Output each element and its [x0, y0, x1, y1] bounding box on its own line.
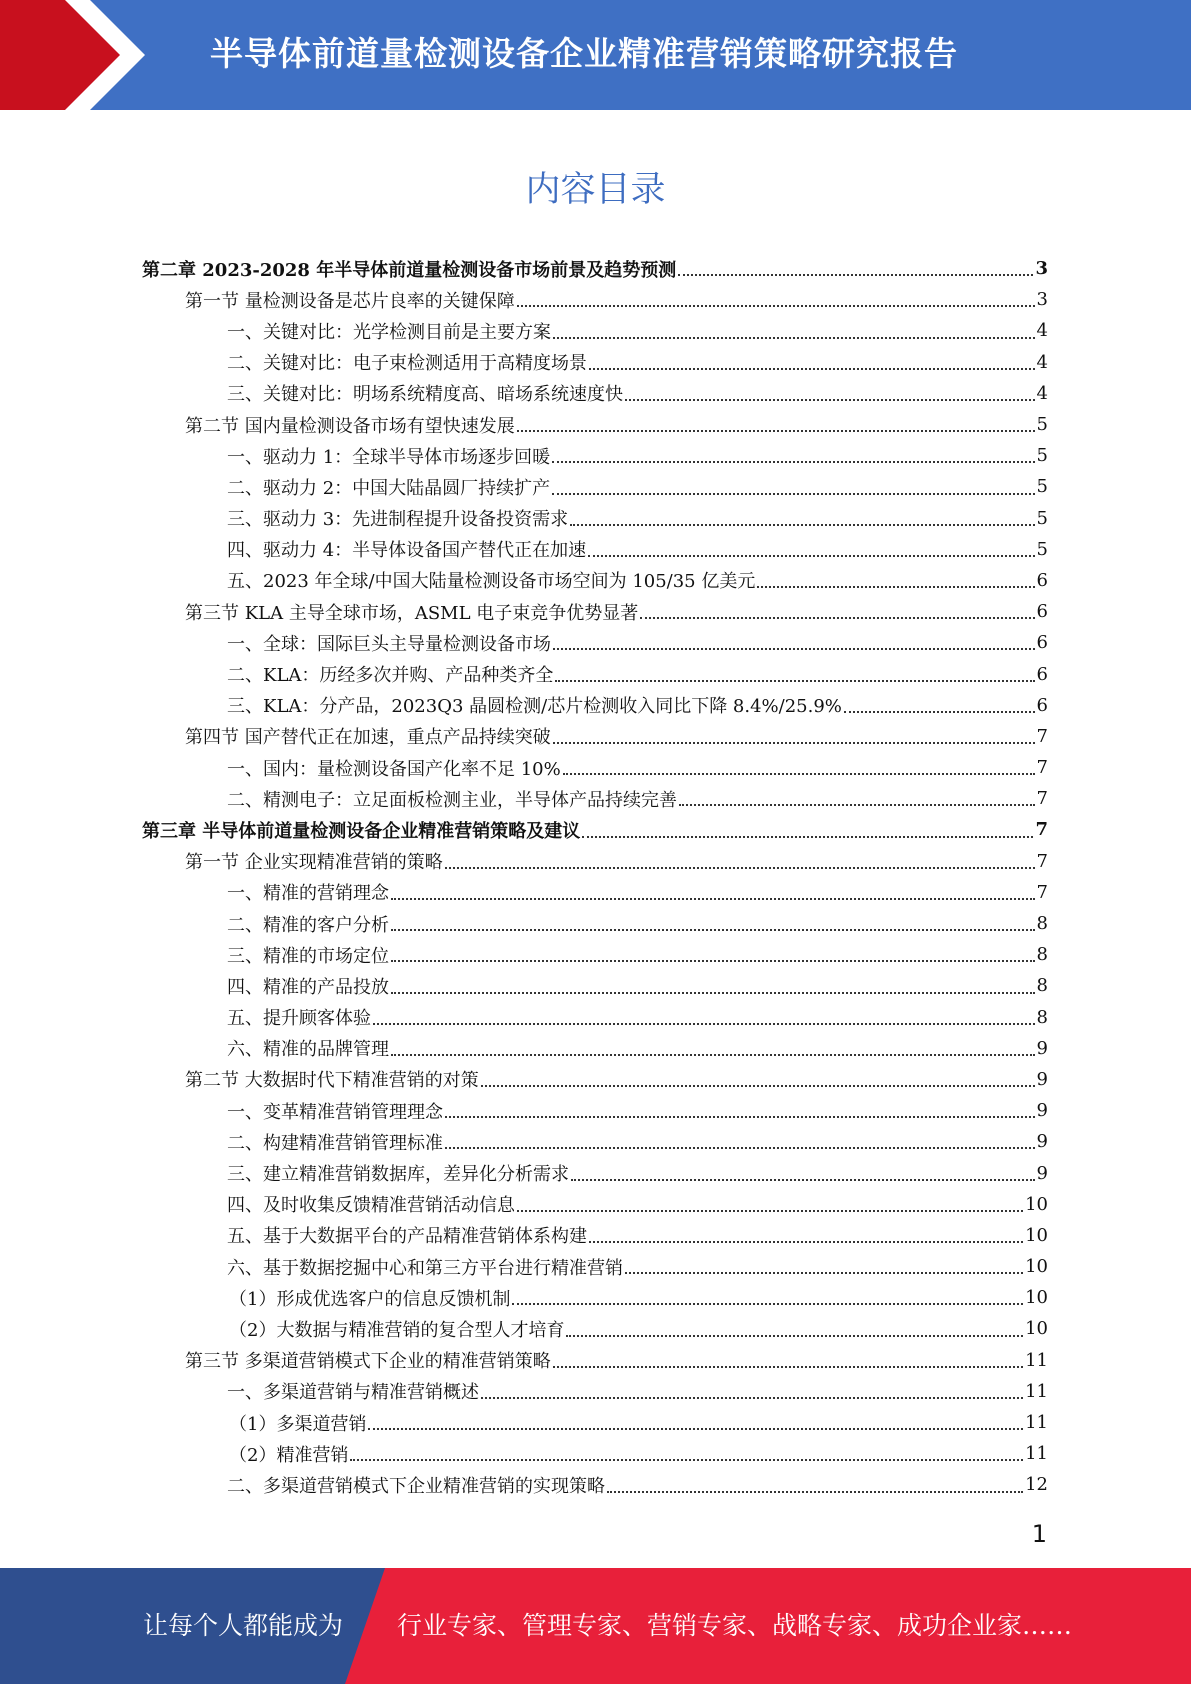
toc-entry-label: 第四节 国产替代正在加速，重点产品持续突破: [185, 727, 551, 749]
toc-entry-label: 一、国内：量检测设备国产化率不足 10%: [227, 758, 561, 780]
toc-entry-page: 10: [1025, 1256, 1048, 1278]
toc-entry-page: 4: [1036, 382, 1048, 404]
toc-dot-leader: [555, 679, 1034, 682]
toc-entry[interactable]: [0, 409, 1048, 440]
toc-entry-label: 五、基于大数据平台的产品精准营销体系构建: [227, 1226, 587, 1248]
toc-entry-page: 7: [1036, 881, 1048, 903]
table-of-contents: [0, 253, 1191, 1501]
toc-entry-label: 二、构建精准营销管理标准: [227, 1132, 443, 1154]
toc-dot-leader: [481, 1084, 1035, 1087]
toc-entry[interactable]: [0, 596, 1048, 627]
toc-entry-page: 5: [1036, 476, 1048, 498]
toc-dot-leader: [445, 866, 1035, 869]
toc-dot-leader: [607, 1490, 1023, 1493]
toc-entry-page: 6: [1036, 663, 1048, 685]
toc-entry-label: 第三节 多渠道营销模式下企业的精准营销策略: [185, 1351, 551, 1373]
toc-entry-page: 12: [1025, 1474, 1048, 1496]
toc-entry[interactable]: [0, 1064, 1048, 1095]
toc-entry-page: 5: [1036, 538, 1048, 560]
toc-entry-page: 6: [1036, 694, 1048, 716]
toc-entry[interactable]: [0, 1095, 1048, 1126]
toc-entry-page: 11: [1025, 1412, 1048, 1434]
toc-entry-label: （1）多渠道营销: [229, 1413, 367, 1435]
toc-entry-label: 六、基于数据挖掘中心和第三方平台进行精准营销: [227, 1257, 623, 1279]
toc-entry[interactable]: [0, 284, 1048, 315]
toc-entry-label: 第一节 量检测设备是芯片良率的关键保障: [185, 290, 515, 312]
toc-entry-label: （2）精准营销: [229, 1444, 349, 1466]
toc-dot-leader: [625, 1271, 1023, 1274]
toc-entry[interactable]: [0, 347, 1048, 378]
toc-entry-label: 五、提升顾客体验: [227, 1008, 371, 1030]
toc-entry-label: 第二节 国内量检测设备市场有望快速发展: [185, 415, 515, 437]
toc-dot-leader: [757, 585, 1034, 588]
toc-entry[interactable]: [0, 503, 1048, 534]
toc-dot-leader: [391, 928, 1035, 931]
toc-dot-leader: [553, 647, 1035, 650]
toc-entry-label: 二、驱动力 2：中国大陆晶圆厂持续扩产: [227, 477, 551, 499]
toc-entry-page: 5: [1036, 507, 1048, 529]
toc-dot-leader: [552, 460, 1034, 463]
toc-entry[interactable]: [0, 1189, 1048, 1220]
footer-slogan-left: 让每个人都能成为: [143, 1611, 344, 1640]
toc-entry-label: 二、多渠道营销模式下企业精准营销的实现策略: [227, 1475, 605, 1497]
toc-dot-leader: [512, 1302, 1023, 1305]
toc-dot-leader: [588, 554, 1034, 557]
toc-entry-page: 9: [1036, 1131, 1048, 1153]
toc-entry[interactable]: [0, 315, 1048, 346]
toc-entry-label: 第二节 大数据时代下精准营销的对策: [185, 1070, 479, 1092]
toc-entry-page: 10: [1025, 1318, 1048, 1340]
toc-dot-leader: [678, 273, 1033, 276]
toc-entry-page: 6: [1036, 632, 1048, 654]
toc-entry[interactable]: [0, 1157, 1048, 1188]
footer-slogan-right: 行业专家、管理专家、营销专家、战略专家、成功企业家……: [397, 1611, 1073, 1640]
toc-entry-label: 四、精准的产品投放: [227, 976, 389, 998]
toc-entry-label: 一、多渠道营销与精准营销概述: [227, 1382, 479, 1404]
toc-entry-page: 8: [1036, 944, 1048, 966]
toc-entry-page: 10: [1025, 1193, 1048, 1215]
toc-dot-leader: [552, 492, 1034, 495]
toc-entry[interactable]: [0, 814, 1048, 845]
toc-entry[interactable]: [0, 1033, 1048, 1064]
toc-entry[interactable]: [0, 721, 1048, 752]
toc-entry-label: 三、关键对比：明场系统精度高、暗场系统速度快: [227, 384, 623, 406]
toc-entry-label: 一、全球：国际巨头主导量检测设备市场: [227, 633, 551, 655]
toc-dot-leader: [517, 1209, 1023, 1212]
toc-entry-page: 6: [1036, 569, 1048, 591]
toc-dot-leader: [625, 398, 1035, 401]
toc-entry-label: 四、驱动力 4：半导体设备国产替代正在加速: [227, 540, 587, 562]
toc-entry[interactable]: [0, 1376, 1048, 1407]
toc-dot-leader: [391, 1053, 1035, 1056]
toc-dot-leader: [391, 959, 1035, 962]
toc-dot-leader: [582, 835, 1033, 838]
toc-entry[interactable]: [0, 877, 1048, 908]
toc-entry-page: 7: [1036, 725, 1048, 747]
toc-dot-leader: [571, 1178, 1035, 1181]
toc-entry-page: 10: [1025, 1287, 1048, 1309]
toc-dot-leader: [679, 803, 1035, 806]
toc-entry[interactable]: [0, 1002, 1048, 1033]
footer-banner: [0, 1568, 1191, 1684]
toc-entry[interactable]: [0, 627, 1048, 658]
toc-entry-page: 7: [1036, 788, 1048, 810]
toc-dot-leader: [373, 1022, 1035, 1025]
toc-entry-page: 7: [1036, 757, 1048, 779]
toc-dot-leader: [640, 616, 1034, 619]
toc-entry[interactable]: [0, 1126, 1048, 1157]
toc-entry-page: 9: [1036, 1037, 1048, 1059]
toc-dot-leader: [517, 304, 1035, 307]
toc-entry-label: 一、驱动力 1：全球半导体市场逐步回暖: [227, 446, 551, 468]
toc-entry-label: 二、精准的客户分析: [227, 914, 389, 936]
report-title: 半导体前道量检测设备企业精准营销策略研究报告: [210, 34, 958, 73]
header-banner: [0, 0, 1191, 110]
toc-entry-label: 三、建立精准营销数据库，差异化分析需求: [227, 1164, 569, 1186]
toc-dot-leader: [566, 1334, 1023, 1337]
toc-entry-label: 三、驱动力 3：先进制程提升设备投资需求: [227, 509, 569, 531]
toc-entry[interactable]: [0, 970, 1048, 1001]
toc-entry[interactable]: [0, 1345, 1048, 1376]
toc-dot-leader: [445, 1115, 1035, 1118]
toc-entry-page: 8: [1036, 913, 1048, 935]
toc-dot-leader: [553, 336, 1035, 339]
toc-entry-label: 一、精准的营销理念: [227, 883, 389, 905]
toc-dot-leader: [517, 429, 1035, 432]
toc-entry[interactable]: [0, 1407, 1048, 1438]
toc-dot-leader: [553, 1365, 1023, 1368]
toc-entry-page: 7: [1036, 850, 1048, 872]
toc-dot-leader: [589, 1240, 1023, 1243]
toc-entry-label: 第三章 半导体前道量检测设备企业精准营销策略及建议: [142, 820, 581, 842]
toc-dot-leader: [391, 897, 1035, 900]
toc-entry[interactable]: [0, 846, 1048, 877]
toc-entry[interactable]: [0, 752, 1048, 783]
toc-entry[interactable]: [0, 1313, 1048, 1344]
toc-entry-page: 11: [1025, 1443, 1048, 1465]
toc-entry-label: 六、精准的品牌管理: [227, 1039, 389, 1061]
toc-entry-page: 8: [1036, 1006, 1048, 1028]
toc-dot-leader: [589, 367, 1035, 370]
toc-entry-label: （2）大数据与精准营销的复合型人才培育: [229, 1319, 565, 1341]
toc-entry-page: 6: [1036, 601, 1048, 623]
toc-entry[interactable]: [0, 658, 1048, 689]
toc-entry-page: 5: [1036, 414, 1048, 436]
toc-entry-page: 11: [1025, 1349, 1048, 1371]
toc-entry[interactable]: [0, 1469, 1048, 1500]
toc-entry-label: 第一节 企业实现精准营销的策略: [185, 852, 443, 874]
toc-entry-label: 二、精测电子：立足面板检测主业，半导体产品持续完善: [227, 789, 677, 811]
toc-heading: 内容目录: [525, 170, 666, 210]
toc-entry-label: 四、及时收集反馈精准营销活动信息: [227, 1195, 515, 1217]
toc-entry-label: 一、变革精准营销管理理念: [227, 1101, 443, 1123]
toc-dot-leader: [844, 710, 1035, 713]
toc-entry[interactable]: [0, 1438, 1048, 1469]
toc-entry-label: 一、关键对比：光学检测目前是主要方案: [227, 321, 551, 343]
toc-entry-page: 9: [1036, 1100, 1048, 1122]
toc-dot-leader: [368, 1427, 1023, 1430]
page-number: 1: [1031, 1520, 1047, 1548]
toc-dot-leader: [563, 772, 1035, 775]
toc-entry-page: 3: [1036, 289, 1048, 311]
toc-entry-label: 三、精准的市场定位: [227, 945, 389, 967]
toc-entry[interactable]: [0, 690, 1048, 721]
toc-entry-label: 第二章 2023-2028 年半导体前道量检测设备市场前景及趋势预测: [142, 259, 677, 281]
toc-entry-label: 第三节 KLA 主导全球市场，ASML 电子束竞争优势显著: [185, 602, 639, 624]
toc-entry[interactable]: [0, 440, 1048, 471]
toc-entry-page: 8: [1036, 975, 1048, 997]
toc-entry[interactable]: [0, 1251, 1048, 1282]
toc-entry-page: 5: [1036, 445, 1048, 467]
toc-entry-page: 10: [1025, 1224, 1048, 1246]
toc-entry[interactable]: [0, 565, 1048, 596]
toc-entry-page: 7: [1035, 819, 1048, 841]
toc-dot-leader: [570, 523, 1034, 526]
toc-entry-page: 9: [1036, 1162, 1048, 1184]
toc-entry[interactable]: [0, 1282, 1048, 1313]
toc-entry[interactable]: [0, 1220, 1048, 1251]
toc-entry-page: 4: [1036, 351, 1048, 373]
toc-entry-page: 4: [1036, 320, 1048, 342]
toc-entry-label: （1）形成优选客户的信息反馈机制: [229, 1288, 511, 1310]
toc-entry[interactable]: [0, 253, 1048, 284]
toc-dot-leader: [445, 1146, 1035, 1149]
toc-entry-label: 五、2023 年全球/中国大陆量检测设备市场空间为 105/35 亿美元: [227, 571, 756, 593]
toc-entry-label: 二、KLA：历经多次并购、产品种类齐全: [227, 665, 554, 687]
toc-dot-leader: [481, 1396, 1023, 1399]
toc-entry[interactable]: [0, 939, 1048, 970]
toc-entry[interactable]: [0, 783, 1048, 814]
toc-entry-label: 二、关键对比：电子束检测适用于高精度场景: [227, 353, 587, 375]
toc-entry[interactable]: [0, 908, 1048, 939]
toc-entry[interactable]: [0, 378, 1048, 409]
header-arrow-decoration: [0, 0, 160, 110]
toc-entry-label: 三、KLA：分产品，2023Q3 晶圆检测/芯片检测收入同比下降 8.4%/25.9%: [227, 696, 842, 718]
toc-entry[interactable]: [0, 471, 1048, 502]
toc-dot-leader: [350, 1458, 1023, 1461]
toc-entry[interactable]: [0, 534, 1048, 565]
toc-dot-leader: [553, 741, 1035, 744]
toc-dot-leader: [391, 991, 1035, 994]
toc-entry-page: 3: [1035, 258, 1048, 280]
toc-entry-page: 11: [1025, 1380, 1048, 1402]
toc-entry-page: 9: [1036, 1068, 1048, 1090]
